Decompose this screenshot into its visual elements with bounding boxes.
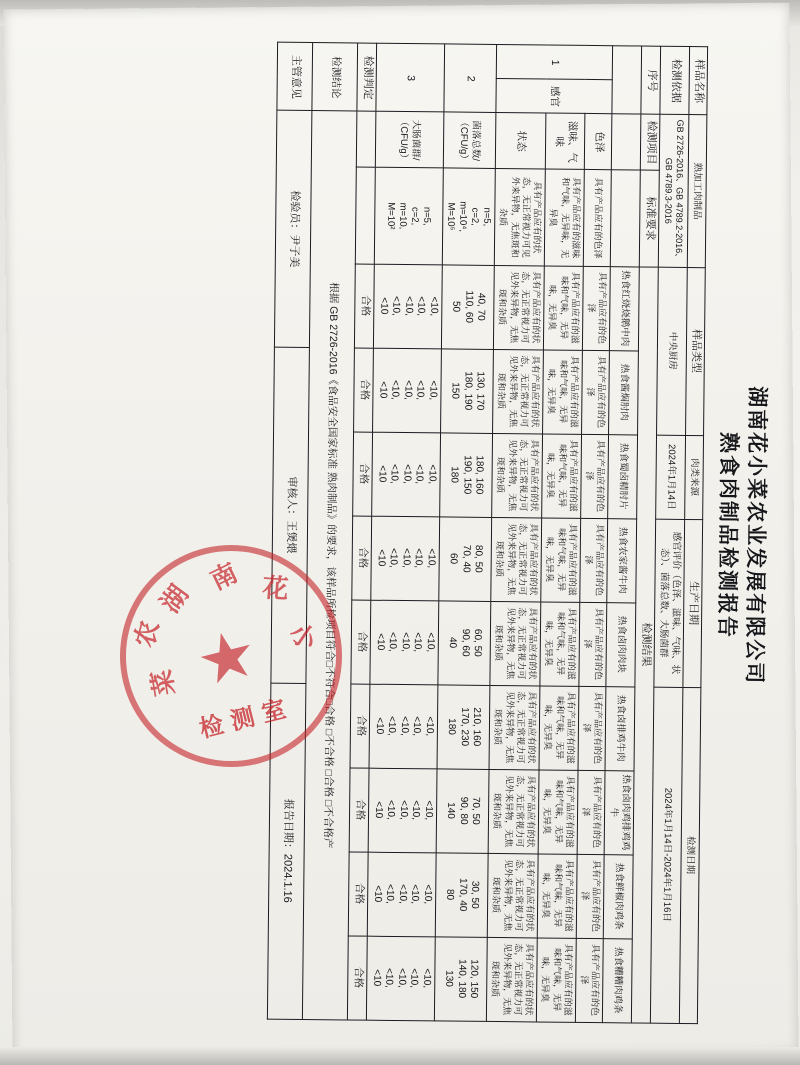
row3-req-line-4: M=10² [385,202,397,230]
sensory-label: 中央厨房 [656,267,687,435]
row3-requirement [374,168,443,265]
row3-res-6: <10, <10, <10, <10, <10 [369,684,437,769]
row2-res-6: 210, 160 170, 230 180 [437,684,490,769]
row1-sub-3: 状态 [495,113,546,170]
inspect-date-value: 2024年1月14日-2024年1月16日 [650,687,682,1023]
row1-res-8-3: 具有产品应有的状态，无正常视力可见外来异物，无焦斑和杂质 [487,853,538,938]
judgement-2: 合格 [354,348,374,432]
report-document [25,23,776,1041]
inspector-label: 检验员： [288,190,301,235]
seal-char-4: 小 [284,617,322,657]
blank-cell [612,46,641,114]
row3-res-7: <10, <10, <10, <10, <10 [368,768,436,853]
judgement-3: 合格 [353,432,373,516]
judgement-7: 合格 [349,767,369,851]
row1-res-8-1: 具有产品应有的色泽 [576,854,604,938]
report-date-label: 报告日期： [281,798,295,854]
company-name: 湖南花小菜农业发展有限公司 [742,386,770,686]
row3-item: 大肠菌群/（CFU/g） [375,112,443,169]
table-row [434,44,497,1021]
judgement-label: 检测判定 [357,44,376,112]
row1-item: 感官 [496,79,613,114]
reviewer-label: 审核人： [285,476,298,521]
judgement-8: 合格 [349,851,369,935]
row2-requirement [442,168,496,265]
conclusion-label: 检测结论 [312,43,358,111]
row2-res-9: 120, 150 140, 180 130 [434,936,487,1021]
judgement-6: 合格 [350,683,370,767]
blank-cell [612,114,641,170]
col-header-standard: 标准要求 [639,170,659,266]
blank-cell [611,170,641,266]
row1-res-4-1: 具有产品应有的色泽 [580,518,608,602]
standard-label: 检测依据 [660,47,689,115]
row1-res-6-2: 具有产品应有的滋味和气味，无异味，无异臭 [539,685,579,769]
seal-char-2: 南 [206,558,243,596]
row1-sub-2: 滋味、气味 [545,113,584,169]
row1-sub-1: 色泽 [584,114,612,170]
table-row [486,45,546,1022]
row1-no: 1 [496,45,613,80]
sample-type-value: 肉类来源 [684,435,704,519]
row2-req-line-4: M=10⁵ [445,202,457,231]
seal-char-1: 湖 [155,579,195,618]
row3-req-line-3: m=10, [397,202,409,230]
sample-col-3: 热食蜀卤精肘片 [608,434,638,518]
report-date [268,683,307,1019]
row1-req-2: 具有产品应有的滋味和气味，无异味，无异臭 [544,169,584,265]
row3-res-9: <10, <10, <10, <10, <10 [366,936,434,1021]
row3-no: 3 [376,44,444,113]
report-title: 熟食肉制品检测报告 [714,431,741,640]
row3-req-line-1: n=5, [421,206,433,226]
sample-col-2: 热食酱焖肘肉 [609,350,639,434]
row2-item: 菌落总数/（CFU/g） [443,112,496,169]
row1-res-3-3: 具有产品应有的状态，无正常视力可见外来异物，无焦斑和杂质 [492,433,543,518]
sample-col-6: 热食卤排鸡牛肉 [605,686,635,770]
row1-res-4-2: 具有产品应有的滋味和气味，无异味，无异臭 [541,517,581,601]
col-header-results: 检测结果 [631,266,658,1022]
page-title [708,30,775,1041]
row3-res-5: <10, <10, <10, <10, <10 [370,600,438,685]
row3-res-3: <10, <10, <10, <10, <10 [372,432,440,517]
seal-char-6: 农 [129,617,165,651]
row1-res-9-1: 具有产品应有的色泽 [575,938,603,1022]
row2-res-5: 60, 50 90, 60 40 [437,600,490,685]
sensory-value: 感官评价（色泽、滋味、气味、状态）、菌落总数、大肠菌群 [654,519,685,687]
report-table [267,42,708,1023]
row3-res-8: <10, <10, <10, <10, <10 [367,852,435,937]
reviewer [271,347,310,683]
row2-res-4: 80, 50 70, 40 60 [438,516,491,601]
row3-req-line-2: c=2, [409,206,421,226]
row3-res-4: <10, <10, <10, <10, <10 [371,516,439,601]
row2-res-8: 30, 50 170, 40 80 [435,852,488,937]
seal-text: 检测室 [197,694,297,744]
row1-res-6-1: 具有产品应有的色泽 [578,686,606,770]
report-date-value: 2024.1.16 [281,853,294,903]
row2-res-1: 40, 70 110, 60 50 [441,264,494,349]
row1-res-7-2: 具有产品应有的滋味和气味，无异味，无异臭 [538,769,578,853]
blank-cell [357,112,376,168]
row3-res-1: <10, <10, <10, <10, <10 [373,264,441,349]
sample-name-label: 样品名称 [688,47,707,115]
conclusion-text: 根据 GB 2726-2016《食品安全国家标准 熟肉制品》的要求，该样品所检项目符合□不符合□合格 □不合格 □合格 □不合格产 [303,111,358,1019]
sample-col-8: 热食鲜椒肉鸡条 [604,854,634,938]
row1-res-1-3: 具有产品应有的状态，无正常视力可见外来异物，无焦斑和杂质 [493,265,544,350]
judgement-9: 合格 [348,935,368,1019]
sample-col-7: 热食卤肉鸡排鸡鸡牛 [604,770,634,854]
row1-req-1: 具有产品应有的色泽 [583,170,612,266]
row1-res-5-1: 具有产品应有的色泽 [579,602,607,686]
row2-req-line-3: m=10⁴, [457,201,469,233]
photo-bottom-shadow [0,1047,800,1065]
row2-req-line-2: c=2, [469,207,481,226]
row1-res-6-3: 具有产品应有的状态，无正常视力可见外来异物，无焦斑和杂质 [489,685,540,770]
row1-res-3-1: 具有产品应有的色泽 [580,434,608,518]
col-header-no: 序号 [641,46,660,114]
inspector-value: 尹子美 [287,234,301,268]
sample-type-label: 样品类型 [685,267,706,435]
sample-col-1: 热食红烧烧鹅中肉 [610,266,640,350]
row1-res-3-2: 具有产品应有的滋味和气味，无异味，无异臭 [542,433,582,517]
sample-col-4: 热食农家酱牛肉 [607,518,637,602]
row1-res-9-2: 具有产品应有的滋味和气味，无异味，无异臭 [536,937,576,1021]
row2-req-line-1: n=5, [481,207,493,227]
inspect-date-label: 检测日期 [679,687,701,1023]
row2-no: 2 [443,44,496,113]
row1-res-5-2: 具有产品应有的滋味和气味，无异味，无异臭 [540,601,580,685]
row1-res-7-1: 具有产品应有的色泽 [577,770,605,854]
row1-res-2-2: 具有产品应有的滋味和气味，无异味，无异臭 [543,349,583,433]
production-date-value: 2024年1月14日 [655,435,685,519]
sample-col-9: 热食糟糟肉鸡条 [603,938,633,1022]
seal-char-3: 花 [261,573,290,605]
sample-col-5: 热食卤肉肉块 [606,602,636,686]
row2-res-3: 180, 160 190, 150 180 [439,432,492,517]
opinion-label: 主管意见 [277,43,313,111]
row2-res-2: 130, 170 180, 190 150 [440,348,493,433]
blank-cell [356,168,376,264]
standard-value: GB 2726-2016、GB 4789.2-2016、GB 4789.3-2016 [658,115,688,267]
row1-res-1-1: 具有产品应有的色泽 [582,266,610,350]
production-date-label: 生产日期 [682,519,703,687]
judgement-5: 合格 [351,600,371,684]
row1-res-1-2: 具有产品应有的滋味和气味，无异味，无异臭 [543,265,583,349]
judgement-4: 合格 [352,516,372,600]
row1-res-2-1: 具有产品应有的色泽 [581,350,609,434]
sample-name-value: 熟加工肉制品 [687,115,707,267]
inspector [275,111,312,347]
table-row [366,44,444,1021]
seal-char-5: 菜 [146,667,181,699]
row1-res-8-2: 具有产品应有的滋味和气味，无异味，无异臭 [537,853,577,937]
judgement-1: 合格 [355,264,375,348]
col-header-item: 检测项目 [640,114,659,170]
row2-res-7: 70, 50 90, 80 140 [436,768,489,853]
row3-res-2: <10, <10, <10, <10, <10 [373,348,441,433]
row1-res-9-3: 具有产品应有的状态，无正常视力可见外来异物，无焦斑和杂质 [486,937,537,1022]
row1-res-7-3: 具有产品应有的状态，无正常视力可见外来异物，无焦斑和杂质 [488,769,539,854]
row1-res-4-3: 具有产品应有的状态，无正常视力可见外来异物，无焦斑和杂质 [491,517,542,602]
row1-req-3: 具有产品应有的状态，无正常视力可见外来异物，无焦斑和杂质 [494,169,545,266]
row1-res-2-3: 具有产品应有的状态，无正常视力可见外来异物，无焦斑和杂质 [493,349,544,434]
row1-res-5-3: 具有产品应有的状态，无正常视力可见外来异物，无焦斑和杂质 [490,601,541,686]
reviewer-value: 王煲煨 [284,520,298,554]
